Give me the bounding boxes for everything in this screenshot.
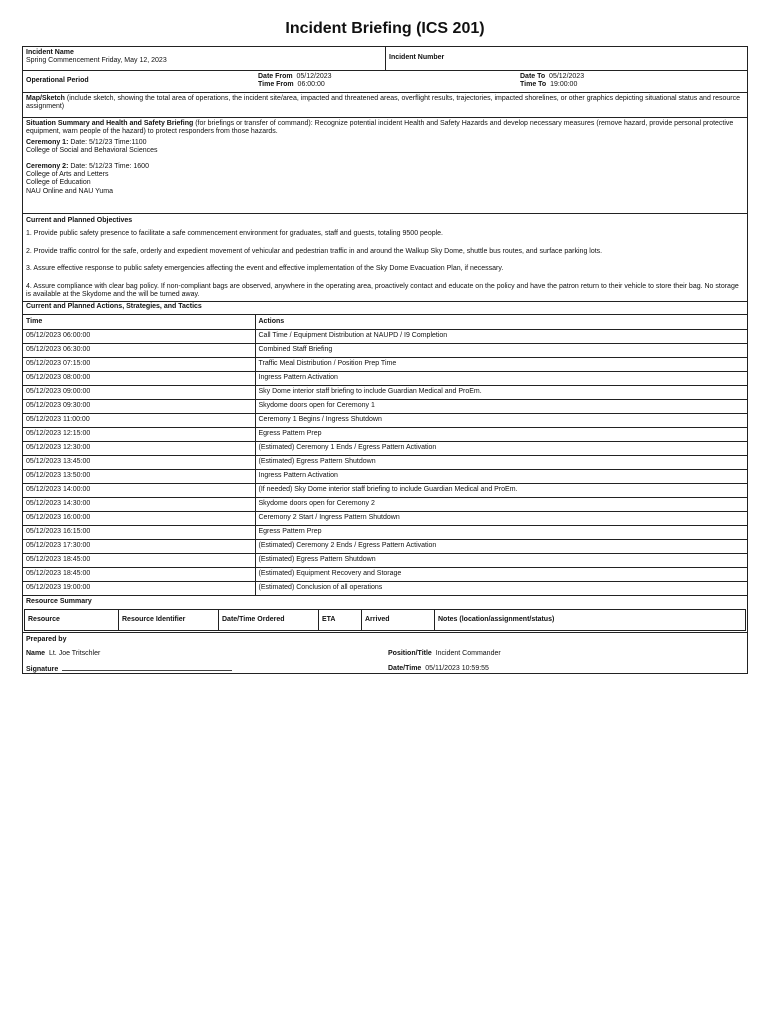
- action-row: [23, 329, 747, 343]
- position-value: Incident Commander: [435, 650, 501, 658]
- action-row: [23, 427, 747, 441]
- map-sketch-label: Map/Sketch: [26, 95, 65, 102]
- ceremony-2-label: Ceremony 2:: [26, 162, 69, 170]
- action-row: [23, 455, 747, 469]
- ceremony-1-info: Date: 5/12/23 Time:1100: [70, 138, 147, 146]
- incident-number-label: Incident Number: [389, 54, 445, 62]
- objectives-label: Current and Planned Objectives: [26, 217, 133, 224]
- action-description: (Estimated) Equipment Recovery and Storage: [255, 567, 747, 581]
- objectives-section: [23, 214, 747, 302]
- actions-label: Current and Planned Actions, Strategies, and Tactics: [23, 302, 747, 315]
- action-description: Egress Pattern Prep: [255, 427, 747, 441]
- position-label: Position/Title: [388, 650, 432, 658]
- action-row: [23, 539, 747, 553]
- action-row: [23, 441, 747, 455]
- action-time: 05/12/2023 12:30:00: [23, 441, 255, 455]
- action-row: [23, 511, 747, 525]
- resource-column-header: Resource: [25, 610, 119, 630]
- action-row: [23, 371, 747, 385]
- incident-row: [23, 47, 747, 71]
- action-row: [23, 385, 747, 399]
- name-value: Lt. Joe Tritschler: [48, 650, 101, 658]
- incident-name-value: Spring Commencement Friday, May 12, 2023: [26, 57, 167, 65]
- action-row: [23, 581, 747, 595]
- action-description: (Estimated) Egress Pattern Shutdown: [255, 455, 747, 469]
- action-description: Ceremony 1 Begins / Ingress Shutdown: [255, 413, 747, 427]
- action-row: [23, 497, 747, 511]
- action-time: 05/12/2023 17:30:00: [23, 539, 255, 553]
- action-time: 05/12/2023 11:00:00: [23, 413, 255, 427]
- time-column-header: Time: [23, 315, 255, 329]
- operational-period-to: [517, 71, 747, 92]
- time-to-value: 19:00:00: [550, 81, 578, 89]
- map-sketch-text: (include sketch, showing the total area of operations, the incident site/area, impacted and threatened areas, overflight results, trajectories, impacted shorelines, or other graphics depicting situational status and resource assignment): [26, 95, 741, 111]
- action-row: [23, 567, 747, 581]
- action-description: (If needed) Sky Dome interior staff briefing to include Guardian Medical and ProEm.: [255, 483, 747, 497]
- signature-line[interactable]: [62, 665, 232, 671]
- action-row: [23, 343, 747, 357]
- action-time: 05/12/2023 06:00:00: [23, 329, 255, 343]
- ceremony-1-college: College of Social and Behavioral Sciences: [26, 147, 158, 155]
- action-description: (Estimated) Egress Pattern Shutdown: [255, 553, 747, 567]
- operational-period-from: [255, 71, 517, 92]
- date-to-label: Date To: [520, 73, 546, 80]
- arrived-column-header: Arrived: [362, 610, 435, 630]
- time-from-value: 06:00:00: [297, 81, 325, 89]
- actions-table: [23, 315, 747, 595]
- ceremony-2-college: NAU Online and NAU Yuma: [26, 187, 114, 195]
- action-description: (Estimated) Ceremony 2 Ends / Egress Pattern Activation: [255, 539, 747, 553]
- ceremony-1-label: Ceremony 1:: [26, 138, 69, 146]
- ceremony-2-info: Date: 5/12/23 Time: 1600: [70, 162, 149, 170]
- action-description: Ceremony 2 Start / Ingress Pattern Shutdown: [255, 511, 747, 525]
- action-time: 05/12/2023 07:15:00: [23, 357, 255, 371]
- action-time: 05/12/2023 09:30:00: [23, 399, 255, 413]
- prepared-by-section: [23, 633, 747, 673]
- incident-name-label: Incident Name: [26, 49, 74, 56]
- action-row: [23, 413, 747, 427]
- action-row: [23, 553, 747, 567]
- action-description: Egress Pattern Prep: [255, 525, 747, 539]
- action-description: Traffic Meal Distribution / Position Prep Time: [255, 357, 747, 371]
- actions-header-row: [23, 315, 747, 329]
- date-time-ordered-column-header: Date/Time Ordered: [219, 610, 319, 630]
- action-description: Combined Staff Briefing: [255, 343, 747, 357]
- action-row: [23, 399, 747, 413]
- action-time: 05/12/2023 14:00:00: [23, 483, 255, 497]
- action-row: [23, 469, 747, 483]
- action-time: 05/12/2023 19:00:00: [23, 581, 255, 595]
- ceremony-2-college: College of Education: [26, 179, 91, 187]
- signature-label: Signature: [26, 665, 59, 673]
- action-time: 05/12/2023 09:00:00: [23, 385, 255, 399]
- action-description: Call Time / Equipment Distribution at NAUPD / I9 Completion: [255, 329, 747, 343]
- resource-summary-section: [23, 596, 747, 633]
- action-time: 05/12/2023 16:00:00: [23, 511, 255, 525]
- objective-item: 4. Assure compliance with clear bag policy. If non-compliant bags are observed, anywhere in the operating area, proactively contact and educate on the policy and have the patron return to their vehicle to store their bag. No storage is available at the Skydome and the will be turned away.: [26, 282, 739, 298]
- action-time: 05/12/2023 18:45:00: [23, 553, 255, 567]
- action-time: 05/12/2023 12:15:00: [23, 427, 255, 441]
- date-from-value: 05/12/2023: [296, 73, 332, 80]
- action-time: 05/12/2023 13:50:00: [23, 469, 255, 483]
- objective-item: 1. Provide public safety presence to facilitate a safe commencement environment for graduates, staff and guests, totaling 9500 people.: [26, 230, 444, 238]
- resource-summary-header: [24, 609, 746, 631]
- situation-text: (for briefings or transfer of command): Recognize potential incident Health and Safety Hazards and develop necessary measures (remove hazard, provide personal protective equipment, warn people of the hazard) to protect responders from those hazards.: [26, 120, 734, 136]
- action-time: 05/12/2023 06:30:00: [23, 343, 255, 357]
- datetime-label: Date/Time: [388, 664, 422, 672]
- name-label: Name: [26, 650, 46, 658]
- action-description: Ingress Pattern Activation: [255, 469, 747, 483]
- time-from-label: Time From: [258, 81, 294, 89]
- operational-period-row: [23, 71, 747, 93]
- action-time: 05/12/2023 08:00:00: [23, 371, 255, 385]
- page-title: Incident Briefing (ICS 201): [285, 20, 485, 37]
- action-row: [23, 525, 747, 539]
- date-from-label: Date From: [258, 73, 293, 80]
- action-description: Skydome doors open for Ceremony 2: [255, 497, 747, 511]
- resource-summary-label: Resource Summary: [26, 598, 92, 605]
- objective-item: 3. Assure effective response to public safety emergencies affecting the event and effective implementation of the Sky Dome Evacuation Plan, if necessary.: [26, 265, 504, 273]
- actions-column-header: Actions: [255, 315, 747, 329]
- map-sketch-section: [23, 93, 747, 118]
- ics-201-form: [22, 46, 748, 674]
- action-description: Ingress Pattern Activation: [255, 371, 747, 385]
- objective-item: 2. Provide traffic control for the safe, orderly and expedient movement of vehicular and pedestrian traffic in and around the Walkup Sky Dome, shuttle bus routes, and surface parking lots.: [26, 247, 603, 255]
- situation-section: [23, 118, 747, 214]
- ceremony-2-college: College of Arts and Letters: [26, 170, 109, 178]
- operational-period-label: Operational Period: [26, 77, 89, 85]
- action-description: Skydome doors open for Ceremony 1: [255, 399, 747, 413]
- time-to-label: Time To: [520, 81, 547, 89]
- action-description: (Estimated) Conclusion of all operations: [258, 584, 383, 592]
- situation-label: Situation Summary and Health and Safety Briefing: [26, 120, 194, 127]
- resource-identifier-column-header: Resource Identifier: [119, 610, 219, 630]
- incident-name-cell: [23, 47, 386, 70]
- action-time: 05/12/2023 18:45:00: [23, 567, 255, 581]
- action-time: 05/12/2023 16:15:00: [23, 525, 255, 539]
- action-row: [23, 483, 747, 497]
- notes-column-header: Notes (location/assignment/status): [438, 616, 555, 624]
- action-description: Sky Dome interior staff briefing to include Guardian Medical and ProEm.: [255, 385, 747, 399]
- action-time: 05/12/2023 13:45:00: [23, 455, 255, 469]
- action-time: 05/12/2023 14:30:00: [23, 497, 255, 511]
- prepared-by-label: Prepared by: [26, 636, 67, 643]
- actions-table-wrap: [23, 315, 747, 596]
- datetime-value: 05/11/2023 10:59:55: [425, 664, 489, 672]
- date-to-value: 05/12/2023: [549, 73, 585, 80]
- eta-column-header: ETA: [319, 610, 362, 630]
- action-description: (Estimated) Ceremony 1 Ends / Egress Pattern Activation: [255, 441, 747, 455]
- action-row: [23, 357, 747, 371]
